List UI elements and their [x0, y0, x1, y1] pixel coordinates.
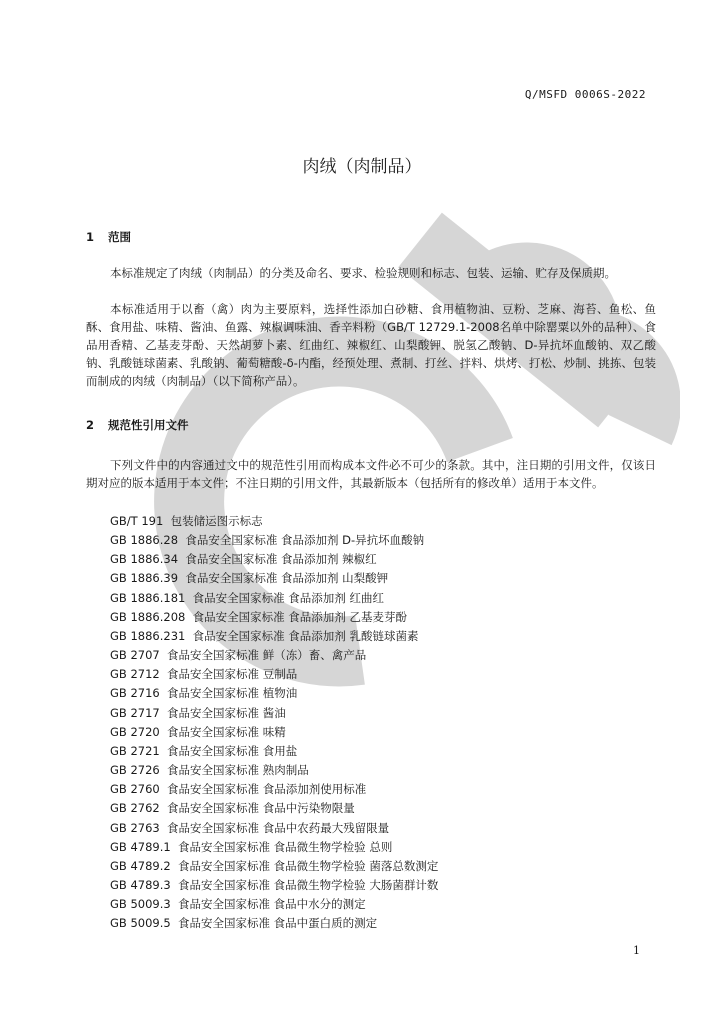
scope-paragraph-2: 本标准适用于以畜（禽）肉为主要原料，选择性添加白砂糖、食用植物油、豆粉、芝麻、海苔、鱼松、鱼酥、食用盐、味精、酱油、鱼露、辣椒调味油、香辛料粉（GB/T 12729.1-2008名单中除罂粟以外的品种）、食品用香精、乙基麦芽酚、天然胡萝卜素、红曲红、辣椒红、山梨酸钾、脱氢乙酸钠、D-异抗坏血酸钠、双乙酸钠、乳酸链球菌素、乳酸钠、葡萄糖酸-δ-内酯，经预处理、煮制、打丝、拌料、烘烤、打松、炒制、挑拣、包装而制成的肉绒（肉制品）（以下简称产品）。 — [86, 302, 656, 388]
page-number: 1 — [633, 944, 640, 957]
reference-list — [110, 512, 438, 933]
reference-item: GB 4789.3 食品安全国家标准 食品微生物学检验 大肠菌群计数 — [110, 877, 439, 892]
section-heading-scope — [86, 229, 131, 245]
document-code: Q/MSFD 0006S-2022 — [524, 88, 646, 101]
reference-item: GB 4789.1 食品安全国家标准 食品微生物学检验 总则 — [110, 839, 393, 854]
section-number: 1 — [86, 230, 95, 244]
reference-item: GB 2716 食品安全国家标准 植物油 — [110, 686, 298, 701]
reference-item: GB 5009.5 食品安全国家标准 食品中蛋白质的测定 — [110, 916, 378, 931]
reference-item: GB 1886.208 食品安全国家标准 食品添加剂 乙基麦芽酚 — [110, 609, 407, 624]
section-number: 2 — [86, 418, 95, 432]
reference-item: GB 2717 食品安全国家标准 酱油 — [110, 705, 286, 720]
reference-item: GB 2762 食品安全国家标准 食品中污染物限量 — [110, 801, 355, 816]
reference-item: GB 1886.39 食品安全国家标准 食品添加剂 山梨酸钾 — [110, 571, 389, 586]
scope-paragraph-1: 本标准规定了肉绒（肉制品）的分类及命名、要求、检验规则和标志、包装、运输、贮存及保质期。 — [110, 266, 616, 280]
reference-item: GB 5009.3 食品安全国家标准 食品中水分的测定 — [110, 897, 366, 912]
document-title: 肉绒（肉制品） — [302, 157, 422, 177]
reference-item: GB 1886.231 食品安全国家标准 食品添加剂 乳酸链球菌素 — [110, 628, 419, 643]
reference-item: GB 2712 食品安全国家标准 豆制品 — [110, 667, 298, 682]
reference-item: GB 2760 食品安全国家标准 食品添加剂使用标准 — [110, 782, 367, 797]
reference-item: GB 1886.181 食品安全国家标准 食品添加剂 红曲红 — [110, 590, 384, 605]
section-title: 范围 — [108, 230, 131, 244]
reference-item: GB 2721 食品安全国家标准 食用盐 — [110, 743, 298, 758]
references-intro: 下列文件中的内容通过文中的规范性引用而构成本文件必不可少的条款。其中，注日期的引用文件，仅该日期对应的版本适用于本文件；不注日期的引用文件，其最新版本（包括所有的修改单）适用于本文件。 — [86, 458, 656, 490]
reference-item: GB/T 191 包装储运图示标志 — [110, 514, 263, 528]
reference-item: GB 1886.34 食品安全国家标准 食品添加剂 辣椒红 — [110, 552, 377, 567]
reference-item: GB 2763 食品安全国家标准 食品中农药最大残留限量 — [110, 820, 390, 835]
reference-item: GB 2707 食品安全国家标准 鲜（冻）畜、禽产品 — [110, 648, 367, 663]
section-heading-references — [86, 417, 189, 433]
reference-item: GB 2726 食品安全国家标准 熟肉制品 — [110, 763, 309, 778]
section-title: 规范性引用文件 — [108, 418, 189, 432]
reference-item: GB 2720 食品安全国家标准 味精 — [110, 724, 286, 739]
reference-item: GB 1886.28 食品安全国家标准 食品添加剂 D-异抗坏血酸钠 — [110, 533, 425, 548]
reference-item: GB 4789.2 食品安全国家标准 食品微生物学检验 菌落总数测定 — [110, 858, 439, 873]
